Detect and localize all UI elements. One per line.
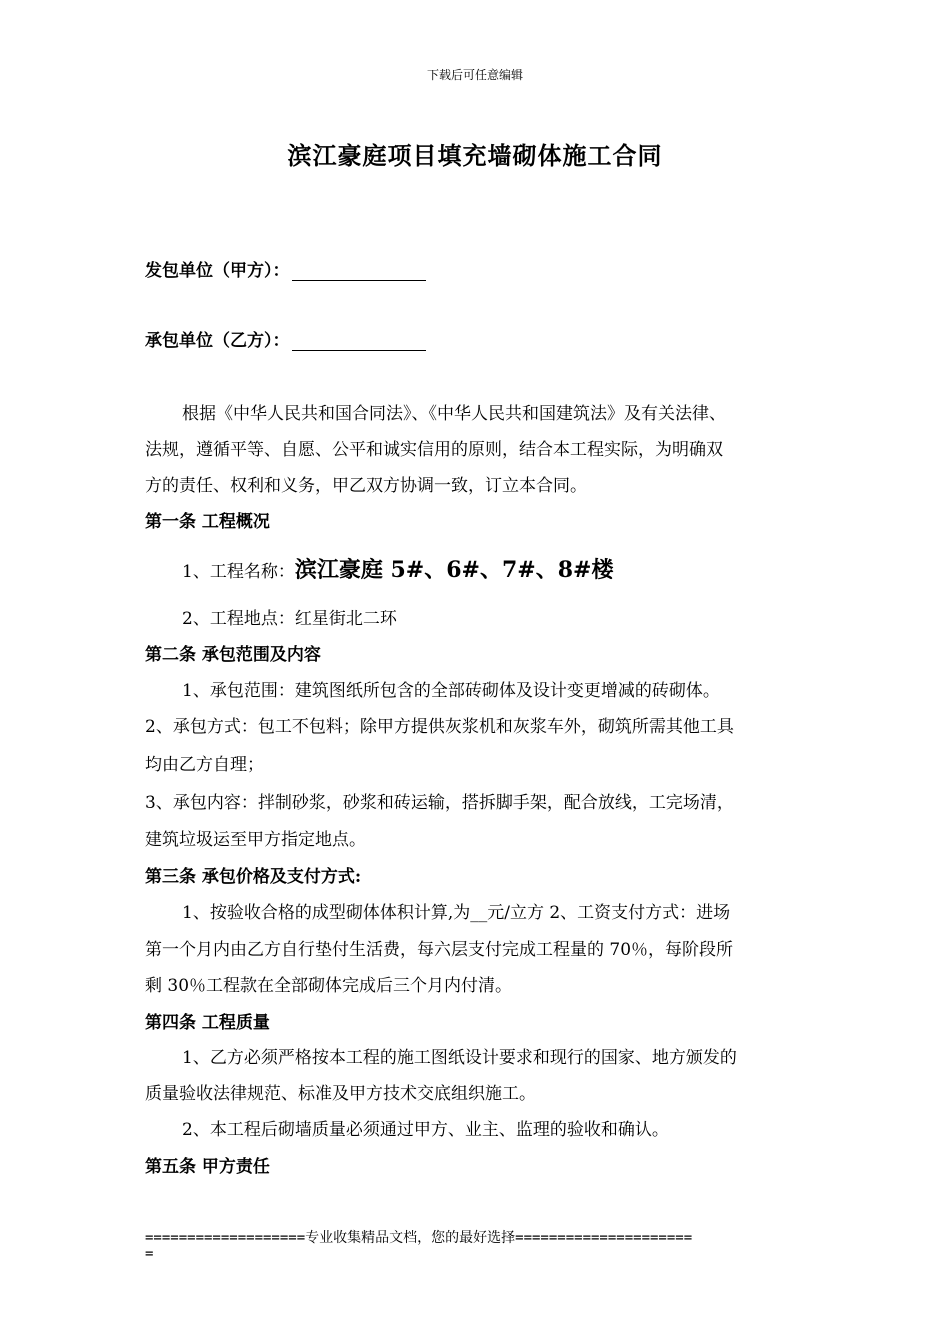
intro-line-3: 方的责任、权利和义务，甲乙双方协调一致，订立本合同。 [145,476,587,496]
article-2-item-2-line-2: 均由乙方自理； [145,755,264,775]
article-4-item-1-line-1: 1、乙方必须严格按本工程的施工图纸设计要求和现行的国家、地方颁发的 [182,1048,737,1068]
party-a-blank[interactable] [292,262,426,281]
footer-banner: ===================专业收集精品文档，您的最好选择===================== [145,1230,693,1246]
project-name-label: 1、工程名称： [182,562,295,582]
document-title: 滨江豪庭项目填充墙砌体施工合同 [287,141,663,170]
article-4-item-1-line-2: 质量验收法律规范、标准及甲方技术交底组织施工。 [145,1084,536,1104]
project-name-value: 滨江豪庭 5#、6#、7#、8#楼 [294,557,614,583]
article-5-heading: 第五条 甲方责任 [145,1157,270,1177]
party-b-blank[interactable] [292,332,426,351]
article-3-line-1: 1、按验收合格的成型砌体体积计算,为__元/立方 2、工资支付方式：进场 [182,903,731,923]
footer-banner-tail: = [145,1246,154,1262]
party-b-line [145,326,426,351]
party-a-label: 发包单位（甲方）： [145,261,290,281]
project-name-line [182,553,613,584]
party-a-line [145,256,426,281]
article-3-heading: 第三条 承包价格及支付方式: [145,867,362,887]
project-location: 2、工程地点：红星街北二环 [182,609,397,629]
article-3-line-3: 剩 30％工程款在全部砌体完成后三个月内付清。 [145,976,513,996]
header-note: 下载后可任意编辑 [426,68,523,82]
article-2-item-3-line-1: 3、承包内容：拌制砂浆，砂浆和砖运输，搭拆脚手架，配合放线，工完场清， [145,793,734,813]
article-2-item-2-line-1: 2、承包方式：包工不包料；除甲方提供灰浆机和灰浆车外，砌筑所需其他工具 [145,717,734,737]
article-2-item-3-line-2: 建筑垃圾运至甲方指定地点。 [145,830,366,850]
article-1-heading: 第一条 工程概况 [145,512,270,532]
article-2-heading: 第二条 承包范围及内容 [145,645,321,665]
intro-line-2: 法规，遵循平等、自愿、公平和诚实信用的原则，结合本工程实际，为明确双 [145,440,723,460]
article-4-heading: 第四条 工程质量 [145,1013,270,1033]
party-b-label: 承包单位（乙方）： [145,331,290,351]
article-3-line-2: 第一个月内由乙方自行垫付生活费，每六层支付完成工程量的 70％，每阶段所 [145,940,734,960]
intro-line-1: 根据《中华人民共和国合同法》、《中华人民共和国建筑法》及有关法律、 [182,404,726,424]
article-4-item-2: 2、本工程后砌墙质量必须通过甲方、业主、监理的验收和确认。 [182,1120,669,1140]
article-2-item-1: 1、承包范围：建筑图纸所包含的全部砖砌体及设计变更增减的砖砌体。 [182,681,720,701]
